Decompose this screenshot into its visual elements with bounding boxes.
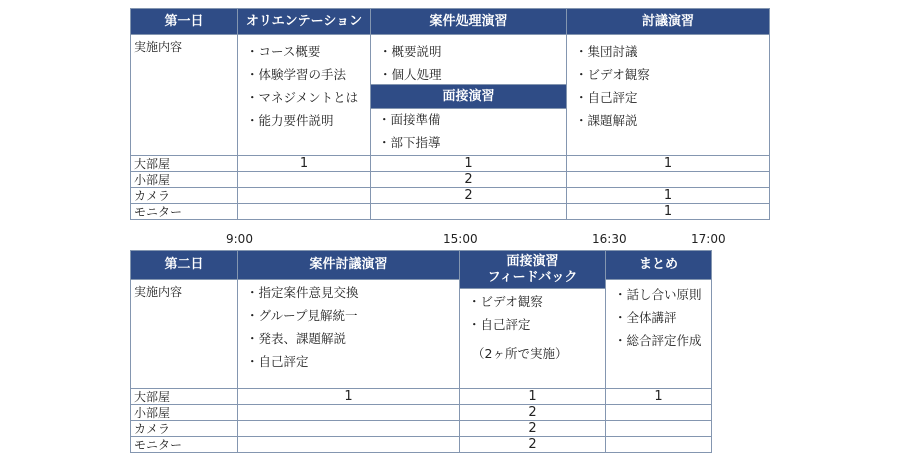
list-item: ・ 自己評定 bbox=[468, 313, 543, 336]
list-item: ・ グループ見解統一 bbox=[246, 304, 359, 327]
day1-cell: 1 bbox=[566, 203, 770, 220]
day1-discussion-content bbox=[566, 34, 770, 156]
day1-header-orientation: オリエンテーション bbox=[237, 8, 371, 35]
day1-cell bbox=[237, 203, 371, 220]
day1-row-label: モニター bbox=[130, 203, 238, 220]
list-item: ・ 集団討議 bbox=[575, 40, 650, 63]
time-label: 9:00 bbox=[226, 232, 253, 246]
list-item: ・ 課題解説 bbox=[575, 109, 650, 132]
day2-summary-content bbox=[605, 279, 712, 389]
day2-cell: 2 bbox=[459, 420, 606, 437]
list-item: ・ ビデオ観察 bbox=[468, 290, 543, 313]
time-label: 17:00 bbox=[691, 232, 726, 246]
day2-cell: 1 bbox=[605, 388, 712, 405]
list-item: ・ 自己評定 bbox=[246, 350, 359, 373]
day2-cell bbox=[605, 436, 712, 453]
day1-row-label: 小部屋 bbox=[130, 171, 238, 188]
feedback-header-line2: フィードバック bbox=[487, 269, 578, 285]
day2-header-feedback bbox=[459, 250, 606, 289]
day1-cell bbox=[370, 203, 567, 220]
summary-list bbox=[614, 283, 702, 352]
day1-row-label: 大部屋 bbox=[130, 155, 238, 172]
list-item: ・ 個人処理 bbox=[379, 63, 442, 86]
day1-cell: 1 bbox=[237, 155, 371, 172]
day2-cell bbox=[605, 404, 712, 421]
day2-header-day: 第二日 bbox=[130, 250, 238, 280]
list-item: ・ コース概要 bbox=[246, 40, 358, 63]
time-label: 15:00 bbox=[443, 232, 478, 246]
day2-cell: 1 bbox=[237, 388, 460, 405]
day1-cell: 2 bbox=[370, 171, 567, 188]
day2-row-label: カメラ bbox=[130, 420, 238, 437]
list-item: ・ ビデオ観察 bbox=[575, 63, 650, 86]
day2-header-summary: まとめ bbox=[605, 250, 712, 280]
day2-row-label: モニター bbox=[130, 436, 238, 453]
day2-content-label: 実施内容 bbox=[130, 279, 238, 389]
day1-cell: 2 bbox=[370, 187, 567, 204]
list-item: ・ 自己評定 bbox=[575, 86, 650, 109]
day2-row-label: 小部屋 bbox=[130, 404, 238, 421]
day1-row-label: カメラ bbox=[130, 187, 238, 204]
day2-cell: 2 bbox=[459, 436, 606, 453]
case-discussion-list bbox=[246, 281, 359, 373]
list-item: ・ 面接準備 bbox=[378, 108, 441, 131]
day1-header-case-processing: 案件処理演習 bbox=[370, 8, 567, 35]
list-item: ・ 体験学習の手法 bbox=[246, 63, 358, 86]
day1-content-label: 実施内容 bbox=[130, 34, 238, 156]
day1-cell: 1 bbox=[566, 155, 770, 172]
day1-header-day: 第一日 bbox=[130, 8, 238, 35]
day2-case-discussion-content bbox=[237, 279, 460, 389]
day2-cell: 2 bbox=[459, 404, 606, 421]
day1-interview-content bbox=[370, 108, 567, 156]
list-item: ・ 部下指導 bbox=[378, 131, 441, 154]
time-label: 16:30 bbox=[592, 232, 627, 246]
day1-cell: 1 bbox=[370, 155, 567, 172]
interview-list bbox=[378, 108, 441, 154]
list-item: ・ 発表、課題解説 bbox=[246, 327, 359, 350]
day2-cell bbox=[605, 420, 712, 437]
list-item: ・ 概要説明 bbox=[379, 40, 442, 63]
list-item: ・ 全体講評 bbox=[614, 306, 702, 329]
day1-header-interview: 面接演習 bbox=[370, 84, 567, 109]
list-item: ・ マネジメントとは bbox=[246, 86, 358, 109]
day2-feedback-content bbox=[459, 288, 606, 389]
day1-cell bbox=[237, 171, 371, 188]
day2-cell bbox=[237, 436, 460, 453]
case-processing-list bbox=[379, 40, 442, 86]
feedback-note: （2ヶ所で実施） bbox=[472, 346, 568, 361]
list-item: ・ 総合評定作成 bbox=[614, 329, 702, 352]
day1-cell bbox=[566, 171, 770, 188]
day1-header-discussion: 討議演習 bbox=[566, 8, 770, 35]
day1-cell: 1 bbox=[566, 187, 770, 204]
list-item: ・ 能力要件説明 bbox=[246, 109, 358, 132]
day2-cell bbox=[237, 404, 460, 421]
day2-cell bbox=[237, 420, 460, 437]
day2-header-case-discussion: 案件討議演習 bbox=[237, 250, 460, 280]
orientation-list bbox=[246, 40, 358, 132]
day2-cell: 1 bbox=[459, 388, 606, 405]
day2-row-label: 大部屋 bbox=[130, 388, 238, 405]
feedback-list bbox=[468, 290, 543, 336]
discussion-list bbox=[575, 40, 650, 132]
day1-cell bbox=[237, 187, 371, 204]
day1-orientation-content bbox=[237, 34, 371, 156]
list-item: ・ 指定案件意見交換 bbox=[246, 281, 359, 304]
feedback-header-line1: 面接演習 bbox=[506, 253, 559, 269]
list-item: ・ 話し合い原則 bbox=[614, 283, 702, 306]
